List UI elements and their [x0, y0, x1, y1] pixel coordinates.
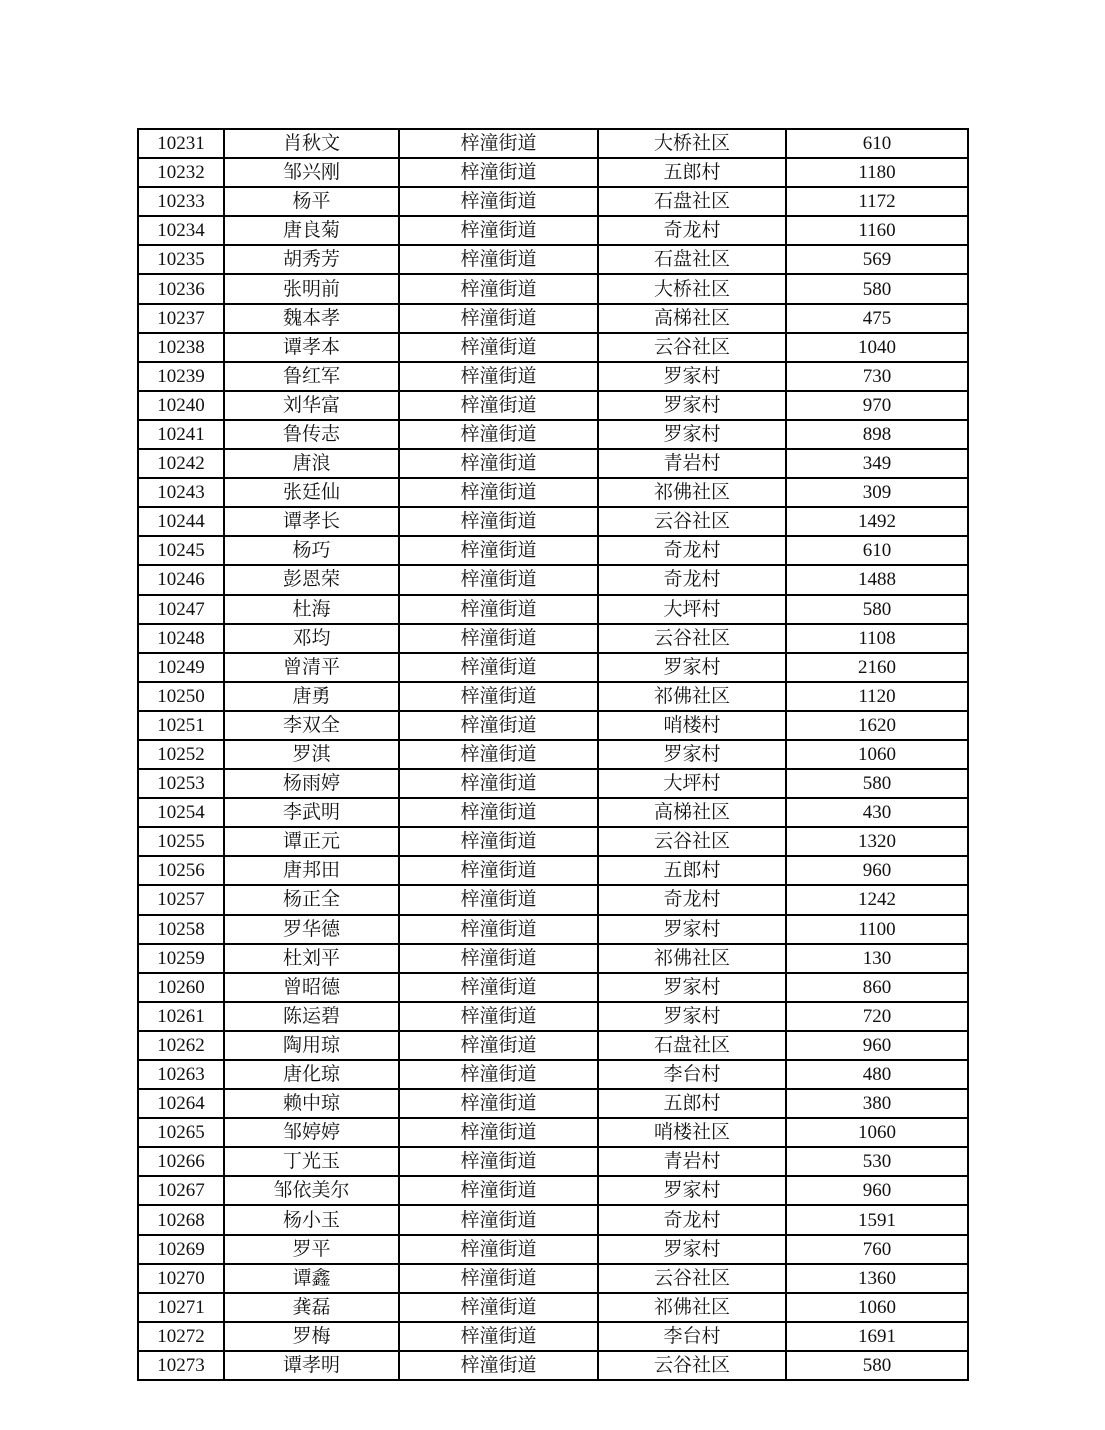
cell-street-town: 梓潼街道: [399, 769, 598, 798]
cell-amount: 1492: [786, 507, 968, 536]
cell-serial-number: 10241: [138, 420, 224, 449]
cell-village-community: 大坪村: [598, 595, 786, 624]
cell-street-town: 梓潼街道: [399, 1205, 598, 1234]
cell-amount: 530: [786, 1147, 968, 1176]
cell-street-town: 梓潼街道: [399, 915, 598, 944]
cell-person-name: 罗淇: [224, 740, 399, 769]
cell-street-town: 梓潼街道: [399, 653, 598, 682]
cell-village-community: 奇龙村: [598, 536, 786, 565]
cell-street-town: 梓潼街道: [399, 129, 598, 158]
cell-amount: 1691: [786, 1322, 968, 1351]
cell-serial-number: 10238: [138, 333, 224, 362]
cell-person-name: 谭孝明: [224, 1351, 399, 1380]
cell-village-community: 云谷社区: [598, 1264, 786, 1293]
cell-person-name: 谭孝本: [224, 333, 399, 362]
table-row: [138, 798, 968, 827]
cell-village-community: 罗家村: [598, 391, 786, 420]
cell-person-name: 赖中琼: [224, 1089, 399, 1118]
cell-street-town: 梓潼街道: [399, 711, 598, 740]
cell-person-name: 唐良菊: [224, 216, 399, 245]
table-row: [138, 187, 968, 216]
table-row: [138, 536, 968, 565]
table-row: [138, 595, 968, 624]
cell-amount: 569: [786, 245, 968, 274]
cell-serial-number: 10243: [138, 478, 224, 507]
cell-person-name: 曾清平: [224, 653, 399, 682]
cell-village-community: 高梯社区: [598, 798, 786, 827]
cell-street-town: 梓潼街道: [399, 740, 598, 769]
cell-village-community: 石盘社区: [598, 187, 786, 216]
cell-amount: 730: [786, 362, 968, 391]
cell-person-name: 唐浪: [224, 449, 399, 478]
cell-person-name: 唐勇: [224, 682, 399, 711]
cell-village-community: 罗家村: [598, 1235, 786, 1264]
cell-serial-number: 10252: [138, 740, 224, 769]
cell-serial-number: 10254: [138, 798, 224, 827]
table-row: [138, 1118, 968, 1147]
cell-street-town: 梓潼街道: [399, 333, 598, 362]
cell-street-town: 梓潼街道: [399, 565, 598, 594]
cell-street-town: 梓潼街道: [399, 944, 598, 973]
cell-amount: 1160: [786, 216, 968, 245]
cell-serial-number: 10251: [138, 711, 224, 740]
cell-village-community: 哨楼社区: [598, 1118, 786, 1147]
cell-village-community: 奇龙村: [598, 565, 786, 594]
table-row: [138, 973, 968, 1002]
table-row: [138, 507, 968, 536]
cell-serial-number: 10235: [138, 245, 224, 274]
cell-serial-number: 10267: [138, 1176, 224, 1205]
cell-village-community: 祁佛社区: [598, 682, 786, 711]
cell-serial-number: 10249: [138, 653, 224, 682]
cell-person-name: 龚磊: [224, 1293, 399, 1322]
cell-village-community: 奇龙村: [598, 885, 786, 914]
table-row: [138, 1205, 968, 1234]
cell-street-town: 梓潼街道: [399, 420, 598, 449]
table-row: [138, 333, 968, 362]
cell-street-town: 梓潼街道: [399, 624, 598, 653]
cell-serial-number: 10236: [138, 274, 224, 303]
cell-village-community: 奇龙村: [598, 216, 786, 245]
table-row: [138, 391, 968, 420]
cell-village-community: 高梯社区: [598, 304, 786, 333]
cell-amount: 130: [786, 944, 968, 973]
cell-village-community: 罗家村: [598, 1002, 786, 1031]
table-row: [138, 245, 968, 274]
cell-person-name: 张明前: [224, 274, 399, 303]
cell-serial-number: 10240: [138, 391, 224, 420]
cell-person-name: 鲁红军: [224, 362, 399, 391]
cell-street-town: 梓潼街道: [399, 216, 598, 245]
cell-street-town: 梓潼街道: [399, 391, 598, 420]
cell-serial-number: 10262: [138, 1031, 224, 1060]
cell-village-community: 李台村: [598, 1060, 786, 1089]
cell-serial-number: 10265: [138, 1118, 224, 1147]
cell-person-name: 杨巧: [224, 536, 399, 565]
cell-person-name: 陈运碧: [224, 1002, 399, 1031]
cell-village-community: 祁佛社区: [598, 478, 786, 507]
cell-village-community: 青岩村: [598, 1147, 786, 1176]
cell-amount: 960: [786, 1176, 968, 1205]
cell-street-town: 梓潼街道: [399, 362, 598, 391]
table-row: [138, 827, 968, 856]
cell-amount: 380: [786, 1089, 968, 1118]
table-row: [138, 216, 968, 245]
cell-village-community: 祁佛社区: [598, 1293, 786, 1322]
table-row: [138, 653, 968, 682]
table-row: [138, 1351, 968, 1380]
cell-street-town: 梓潼街道: [399, 158, 598, 187]
cell-amount: 580: [786, 274, 968, 303]
cell-amount: 1591: [786, 1205, 968, 1234]
cell-serial-number: 10261: [138, 1002, 224, 1031]
cell-street-town: 梓潼街道: [399, 1060, 598, 1089]
cell-serial-number: 10272: [138, 1322, 224, 1351]
cell-serial-number: 10260: [138, 973, 224, 1002]
cell-serial-number: 10266: [138, 1147, 224, 1176]
cell-street-town: 梓潼街道: [399, 1002, 598, 1031]
cell-person-name: 罗平: [224, 1235, 399, 1264]
cell-amount: 1060: [786, 1293, 968, 1322]
cell-person-name: 杨平: [224, 187, 399, 216]
cell-serial-number: 10264: [138, 1089, 224, 1118]
cell-serial-number: 10234: [138, 216, 224, 245]
cell-amount: 1320: [786, 827, 968, 856]
cell-person-name: 杨正全: [224, 885, 399, 914]
cell-village-community: 石盘社区: [598, 1031, 786, 1060]
table-row: [138, 478, 968, 507]
cell-person-name: 邓均: [224, 624, 399, 653]
cell-village-community: 哨楼村: [598, 711, 786, 740]
cell-amount: 309: [786, 478, 968, 507]
table-row: [138, 449, 968, 478]
cell-amount: 430: [786, 798, 968, 827]
table-row: [138, 1264, 968, 1293]
cell-amount: 760: [786, 1235, 968, 1264]
cell-street-town: 梓潼街道: [399, 856, 598, 885]
cell-serial-number: 10256: [138, 856, 224, 885]
cell-street-town: 梓潼街道: [399, 1235, 598, 1264]
records-table-body: [138, 129, 968, 1380]
cell-street-town: 梓潼街道: [399, 1322, 598, 1351]
cell-person-name: 李双全: [224, 711, 399, 740]
cell-person-name: 肖秋文: [224, 129, 399, 158]
cell-serial-number: 10253: [138, 769, 224, 798]
cell-village-community: 五郎村: [598, 1089, 786, 1118]
cell-amount: 1040: [786, 333, 968, 362]
cell-amount: 1360: [786, 1264, 968, 1293]
cell-serial-number: 10250: [138, 682, 224, 711]
cell-person-name: 邹婷婷: [224, 1118, 399, 1147]
cell-street-town: 梓潼街道: [399, 1293, 598, 1322]
cell-street-town: 梓潼街道: [399, 1089, 598, 1118]
cell-amount: 580: [786, 769, 968, 798]
table-row: [138, 624, 968, 653]
cell-street-town: 梓潼街道: [399, 274, 598, 303]
cell-village-community: 五郎村: [598, 856, 786, 885]
cell-serial-number: 10232: [138, 158, 224, 187]
cell-street-town: 梓潼街道: [399, 973, 598, 1002]
cell-village-community: 罗家村: [598, 1176, 786, 1205]
cell-village-community: 云谷社区: [598, 1351, 786, 1380]
cell-amount: 720: [786, 1002, 968, 1031]
table-row: [138, 274, 968, 303]
cell-serial-number: 10242: [138, 449, 224, 478]
cell-person-name: 杨雨婷: [224, 769, 399, 798]
cell-street-town: 梓潼街道: [399, 1118, 598, 1147]
cell-amount: 960: [786, 856, 968, 885]
cell-amount: 1060: [786, 1118, 968, 1147]
cell-person-name: 刘华富: [224, 391, 399, 420]
cell-person-name: 杜海: [224, 595, 399, 624]
table-row: [138, 1147, 968, 1176]
table-row: [138, 740, 968, 769]
cell-village-community: 石盘社区: [598, 245, 786, 274]
cell-village-community: 罗家村: [598, 362, 786, 391]
table-row: [138, 1176, 968, 1205]
cell-amount: 610: [786, 129, 968, 158]
table-row: [138, 1322, 968, 1351]
cell-amount: 960: [786, 1031, 968, 1060]
table-row: [138, 1060, 968, 1089]
cell-serial-number: 10247: [138, 595, 224, 624]
cell-person-name: 谭正元: [224, 827, 399, 856]
cell-amount: 1488: [786, 565, 968, 594]
cell-serial-number: 10258: [138, 915, 224, 944]
cell-street-town: 梓潼街道: [399, 1031, 598, 1060]
table-row: [138, 856, 968, 885]
cell-village-community: 大桥社区: [598, 129, 786, 158]
table-row: [138, 944, 968, 973]
cell-person-name: 鲁传志: [224, 420, 399, 449]
cell-person-name: 胡秀芳: [224, 245, 399, 274]
cell-amount: 1620: [786, 711, 968, 740]
table-row: [138, 1031, 968, 1060]
cell-amount: 1108: [786, 624, 968, 653]
cell-person-name: 彭恩荣: [224, 565, 399, 594]
cell-person-name: 邹兴刚: [224, 158, 399, 187]
cell-street-town: 梓潼街道: [399, 595, 598, 624]
cell-amount: 480: [786, 1060, 968, 1089]
cell-village-community: 罗家村: [598, 915, 786, 944]
cell-person-name: 罗华德: [224, 915, 399, 944]
cell-serial-number: 10233: [138, 187, 224, 216]
cell-serial-number: 10268: [138, 1205, 224, 1234]
cell-village-community: 大桥社区: [598, 274, 786, 303]
cell-person-name: 丁光玉: [224, 1147, 399, 1176]
cell-street-town: 梓潼街道: [399, 885, 598, 914]
cell-amount: 1060: [786, 740, 968, 769]
cell-village-community: 青岩村: [598, 449, 786, 478]
cell-serial-number: 10273: [138, 1351, 224, 1380]
table-row: [138, 1293, 968, 1322]
cell-person-name: 张廷仙: [224, 478, 399, 507]
cell-amount: 349: [786, 449, 968, 478]
cell-person-name: 邹依美尔: [224, 1176, 399, 1205]
cell-amount: 2160: [786, 653, 968, 682]
cell-person-name: 曾昭德: [224, 973, 399, 1002]
cell-person-name: 谭鑫: [224, 1264, 399, 1293]
records-table: [137, 128, 969, 1381]
table-row: [138, 362, 968, 391]
cell-serial-number: 10246: [138, 565, 224, 594]
cell-serial-number: 10237: [138, 304, 224, 333]
table-row: [138, 1235, 968, 1264]
cell-amount: 860: [786, 973, 968, 1002]
cell-person-name: 魏本孝: [224, 304, 399, 333]
cell-village-community: 祁佛社区: [598, 944, 786, 973]
cell-street-town: 梓潼街道: [399, 798, 598, 827]
cell-amount: 580: [786, 595, 968, 624]
cell-village-community: 云谷社区: [598, 507, 786, 536]
cell-street-town: 梓潼街道: [399, 536, 598, 565]
cell-person-name: 罗梅: [224, 1322, 399, 1351]
cell-street-town: 梓潼街道: [399, 1351, 598, 1380]
cell-village-community: 罗家村: [598, 973, 786, 1002]
cell-serial-number: 10269: [138, 1235, 224, 1264]
cell-amount: 1242: [786, 885, 968, 914]
table-row: [138, 769, 968, 798]
table-row: [138, 1002, 968, 1031]
cell-serial-number: 10259: [138, 944, 224, 973]
cell-street-town: 梓潼街道: [399, 1147, 598, 1176]
table-row: [138, 565, 968, 594]
cell-street-town: 梓潼街道: [399, 304, 598, 333]
cell-person-name: 李武明: [224, 798, 399, 827]
cell-village-community: 李台村: [598, 1322, 786, 1351]
cell-person-name: 杜刘平: [224, 944, 399, 973]
table-row: [138, 129, 968, 158]
cell-village-community: 云谷社区: [598, 827, 786, 856]
cell-serial-number: 10255: [138, 827, 224, 856]
cell-amount: 1180: [786, 158, 968, 187]
cell-amount: 1120: [786, 682, 968, 711]
cell-serial-number: 10245: [138, 536, 224, 565]
cell-person-name: 唐邦田: [224, 856, 399, 885]
cell-serial-number: 10263: [138, 1060, 224, 1089]
cell-serial-number: 10248: [138, 624, 224, 653]
table-row: [138, 711, 968, 740]
cell-village-community: 罗家村: [598, 653, 786, 682]
cell-serial-number: 10271: [138, 1293, 224, 1322]
cell-street-town: 梓潼街道: [399, 827, 598, 856]
cell-village-community: 云谷社区: [598, 624, 786, 653]
table-row: [138, 420, 968, 449]
table-row: [138, 682, 968, 711]
cell-person-name: 谭孝长: [224, 507, 399, 536]
cell-village-community: 罗家村: [598, 740, 786, 769]
cell-street-town: 梓潼街道: [399, 682, 598, 711]
cell-street-town: 梓潼街道: [399, 1264, 598, 1293]
cell-amount: 475: [786, 304, 968, 333]
table-row: [138, 158, 968, 187]
cell-person-name: 陶用琼: [224, 1031, 399, 1060]
cell-village-community: 云谷社区: [598, 333, 786, 362]
cell-person-name: 杨小玉: [224, 1205, 399, 1234]
cell-street-town: 梓潼街道: [399, 1176, 598, 1205]
cell-village-community: 大坪村: [598, 769, 786, 798]
cell-amount: 580: [786, 1351, 968, 1380]
cell-village-community: 奇龙村: [598, 1205, 786, 1234]
cell-amount: 898: [786, 420, 968, 449]
cell-serial-number: 10239: [138, 362, 224, 391]
cell-street-town: 梓潼街道: [399, 245, 598, 274]
cell-street-town: 梓潼街道: [399, 478, 598, 507]
table-row: [138, 915, 968, 944]
cell-amount: 1172: [786, 187, 968, 216]
cell-street-town: 梓潼街道: [399, 187, 598, 216]
cell-serial-number: 10257: [138, 885, 224, 914]
cell-serial-number: 10270: [138, 1264, 224, 1293]
cell-street-town: 梓潼街道: [399, 507, 598, 536]
cell-amount: 610: [786, 536, 968, 565]
cell-amount: 970: [786, 391, 968, 420]
cell-serial-number: 10231: [138, 129, 224, 158]
cell-street-town: 梓潼街道: [399, 449, 598, 478]
table-row: [138, 304, 968, 333]
table-row: [138, 885, 968, 914]
cell-person-name: 唐化琼: [224, 1060, 399, 1089]
cell-amount: 1100: [786, 915, 968, 944]
cell-village-community: 罗家村: [598, 420, 786, 449]
table-row: [138, 1089, 968, 1118]
cell-village-community: 五郎村: [598, 158, 786, 187]
cell-serial-number: 10244: [138, 507, 224, 536]
